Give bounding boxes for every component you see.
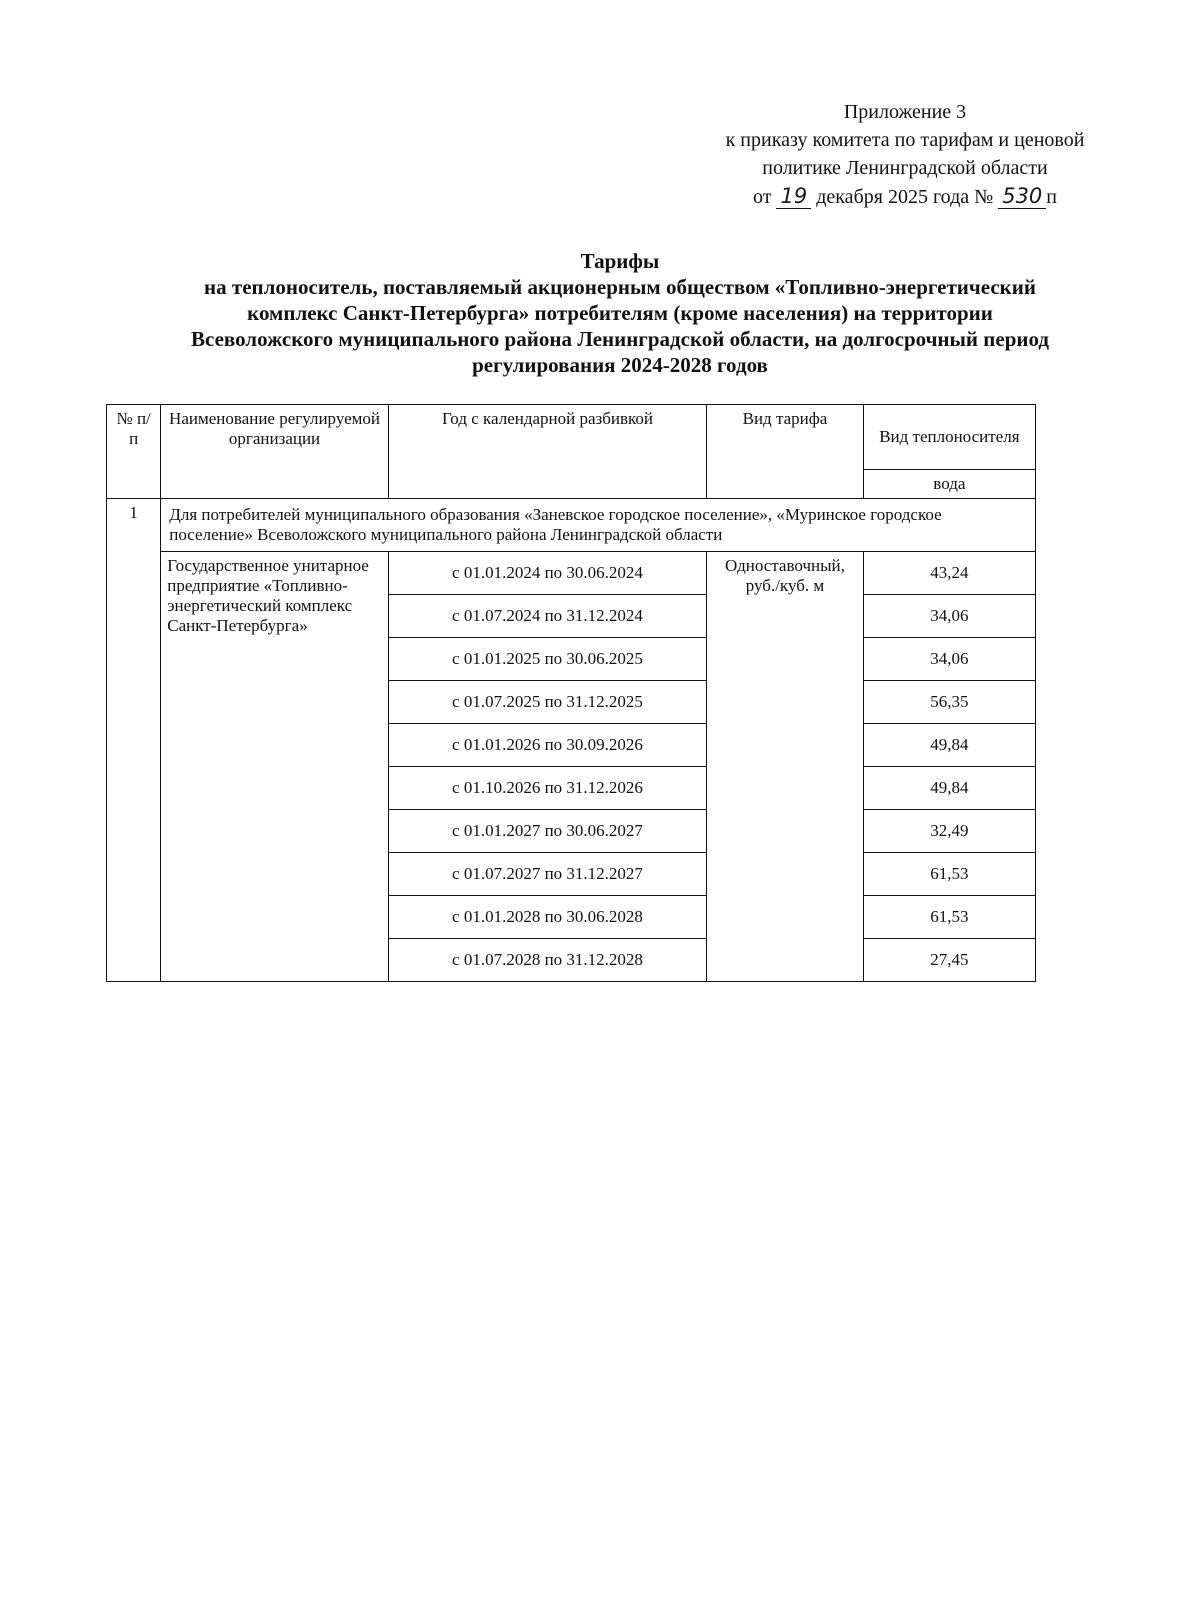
- tariff-value: 34,06: [863, 595, 1035, 638]
- period-cell: с 01.07.2024 по 31.12.2024: [388, 595, 706, 638]
- date-prefix: от: [753, 186, 772, 208]
- period-cell: с 01.10.2026 по 31.12.2026: [388, 767, 706, 810]
- tariff-value: 61,53: [863, 896, 1035, 939]
- tariff-value: 49,84: [863, 767, 1035, 810]
- document-title: [95, 248, 1145, 378]
- title-line-1: Тарифы: [580, 249, 660, 273]
- header-org: Наименование регулируемой организации: [161, 405, 389, 499]
- tariff-value: 34,06: [863, 638, 1035, 681]
- tariff-value: 27,45: [863, 939, 1035, 982]
- appendix-title: Приложение 3: [843, 101, 967, 123]
- header-tariff-type: Вид тарифа: [707, 405, 864, 499]
- period-cell: с 01.01.2025 по 30.06.2025: [388, 638, 706, 681]
- title-line-5: регулирования 2024-2028 годов: [472, 353, 768, 377]
- date-middle: декабря 2025 года №: [816, 186, 994, 208]
- header-year: Год с календарной разбивкой: [388, 405, 706, 499]
- region-row: [107, 499, 1036, 552]
- tariff-value: 61,53: [863, 853, 1035, 896]
- period-cell: с 01.01.2027 по 30.06.2027: [388, 810, 706, 853]
- appendix-date-line: [670, 182, 1140, 211]
- title-line-4: Всеволожского муниципального района Ленинградской области, на долгосрочный период: [190, 327, 1049, 351]
- period-cell: с 01.01.2028 по 30.06.2028: [388, 896, 706, 939]
- appendix-order-ref: к приказу комитета по тарифам и ценовой: [725, 129, 1085, 151]
- tariff-type-cell: Одноставочный, руб./куб. м: [707, 552, 864, 982]
- period-cell: с 01.07.2027 по 31.12.2027: [388, 853, 706, 896]
- title-line-2: на теплоноситель, поставляемый акционерным обществом «Топливно-энергетический: [204, 275, 1036, 299]
- handwritten-day: 19: [776, 184, 811, 209]
- period-cell: с 01.01.2024 по 30.06.2024: [388, 552, 706, 595]
- period-cell: с 01.07.2025 по 31.12.2025: [388, 681, 706, 724]
- organization-name: Государственное унитарное предприятие «Топливно-энергетический комплекс Санкт-Петербурга»: [161, 552, 389, 982]
- appendix-block: [670, 98, 1140, 211]
- region-description: Для потребителей муниципального образования «Заневское городское поселение», «Муринское городское поселение» Всеволожского муниципального района Ленинградской области: [161, 499, 1036, 552]
- appendix-committee: политике Ленинградской области: [762, 157, 1048, 179]
- handwritten-order-number: 530: [998, 184, 1046, 209]
- row-number: 1: [107, 499, 161, 982]
- tariff-value: 32,49: [863, 810, 1035, 853]
- tariff-value: 56,35: [863, 681, 1035, 724]
- tariff-value: 43,24: [863, 552, 1035, 595]
- tariff-table: [106, 404, 1036, 982]
- header-num: № п/п: [107, 405, 161, 499]
- table-row: [107, 552, 1036, 595]
- table-header-row: [107, 405, 1036, 470]
- header-carrier: Вид теплоносителя: [863, 405, 1035, 470]
- period-cell: с 01.07.2028 по 31.12.2028: [388, 939, 706, 982]
- tariff-value: 49,84: [863, 724, 1035, 767]
- header-carrier-water: вода: [863, 470, 1035, 499]
- period-cell: с 01.01.2026 по 30.09.2026: [388, 724, 706, 767]
- title-line-3: комплекс Санкт-Петербурга» потребителям (кроме населения) на территории: [247, 301, 993, 325]
- order-suffix: п: [1046, 186, 1057, 208]
